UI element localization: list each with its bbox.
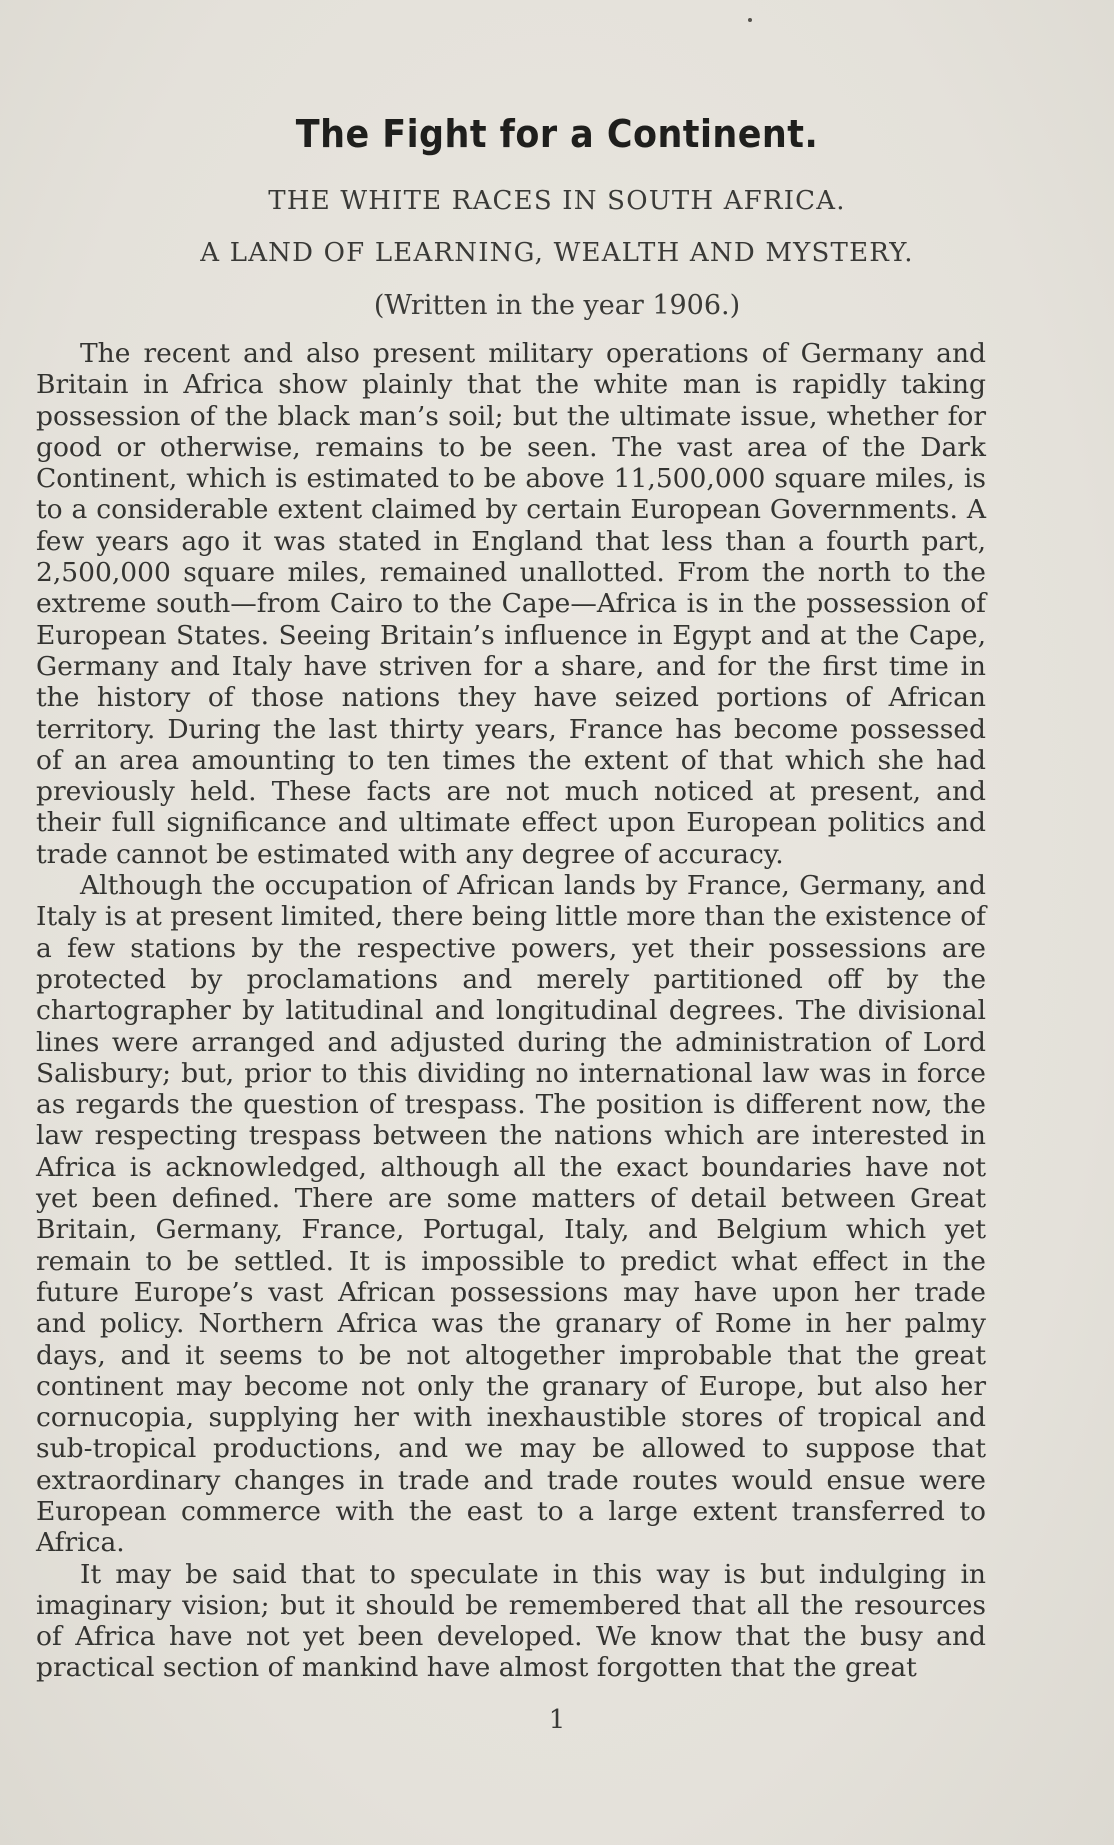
page-title: The Fight for a Continent. [295,112,819,156]
paragraph-2: Although the occupation of African lands by France, Germany, and Italy is at present limited, there being little more than the existence of a few stations by the respective powers, yet their possessions are protected by proclamations and merely partitioned off by the chartographer by latitudinal and longitudinal degrees. The divisional lines were arranged and adjusted during the administration of Lord Salisbury; but, prior to this dividing no international law was in force as regards the question of trespass. The position is different now, the law respecting trespass between the nations which are interested in Africa is acknowledged, although all the exact boundaries have not yet been defined. There are some matters of detail between Great Britain, Germany, France, Portugal, Italy, and Belgium which yet remain to be settled. It is impossible to predict what effect in the future Europe’s vast African possessions may have upon her trade and policy. Northern Africa was the granary of Rome in her palmy days, and it seems to be not altogether improbable that the great continent may become not only the granary of Europe, but also her cornucopia, supplying her with inexhaustible stores of tropical and sub-tropical productions, and we may be allowed to suppose that extraordinary changes in trade and trade routes would ensue were European commerce with the east to a large extent transferred to Africa. [36,870,986,1559]
page-number: 1 [548,1705,566,1735]
paragraph-3: It may be said that to speculate in this way is but indulging in imaginary vision; but it should be remembered that all the resources of Africa have not yet been developed. We know that the busy and practical section of mankind have almost forgotten that the great [36,1558,986,1684]
print-speck [748,18,752,22]
written-year-note: (Written in the year 1906.) [373,290,741,321]
subtitle-white-races: THE WHITE RACES IN SOUTH AFRICA. [268,186,846,216]
paragraph-1: The recent and also present military operations of Germany and Britain in Africa show plainly that the white man is rapidly taking possession of the black man’s soil; but the ultimate issue, whether for good or otherwise, remains to be seen. The vast area of the Dark Continent, which is estimated to be above 11,500,000 square miles, is to a considerable extent claimed by certain European Governments. A few years ago it was stated in England that less than a fourth part, 2,500,000 square miles, remained unallotted. From the north to the extreme south—from Cairo to the Cape—Africa is in the possession of European States. Seeing Britain’s influence in Egypt and at the Cape, Germany and Italy have striven for a share, and for the first time in the history of those nations they have seized portions of African territory. During the last thirty years, France has become possessed of an area amounting to ten times the extent of that which she had previously held. These facts are not much noticed at present, and their full significance and ultimate effect upon European politics and trade cannot be estimated with any degree of accuracy. [36,338,986,870]
body-text [36,338,986,1684]
subtitle-land-of-learning: A LAND OF LEARNING, WEALTH AND MYSTERY. [200,238,914,268]
